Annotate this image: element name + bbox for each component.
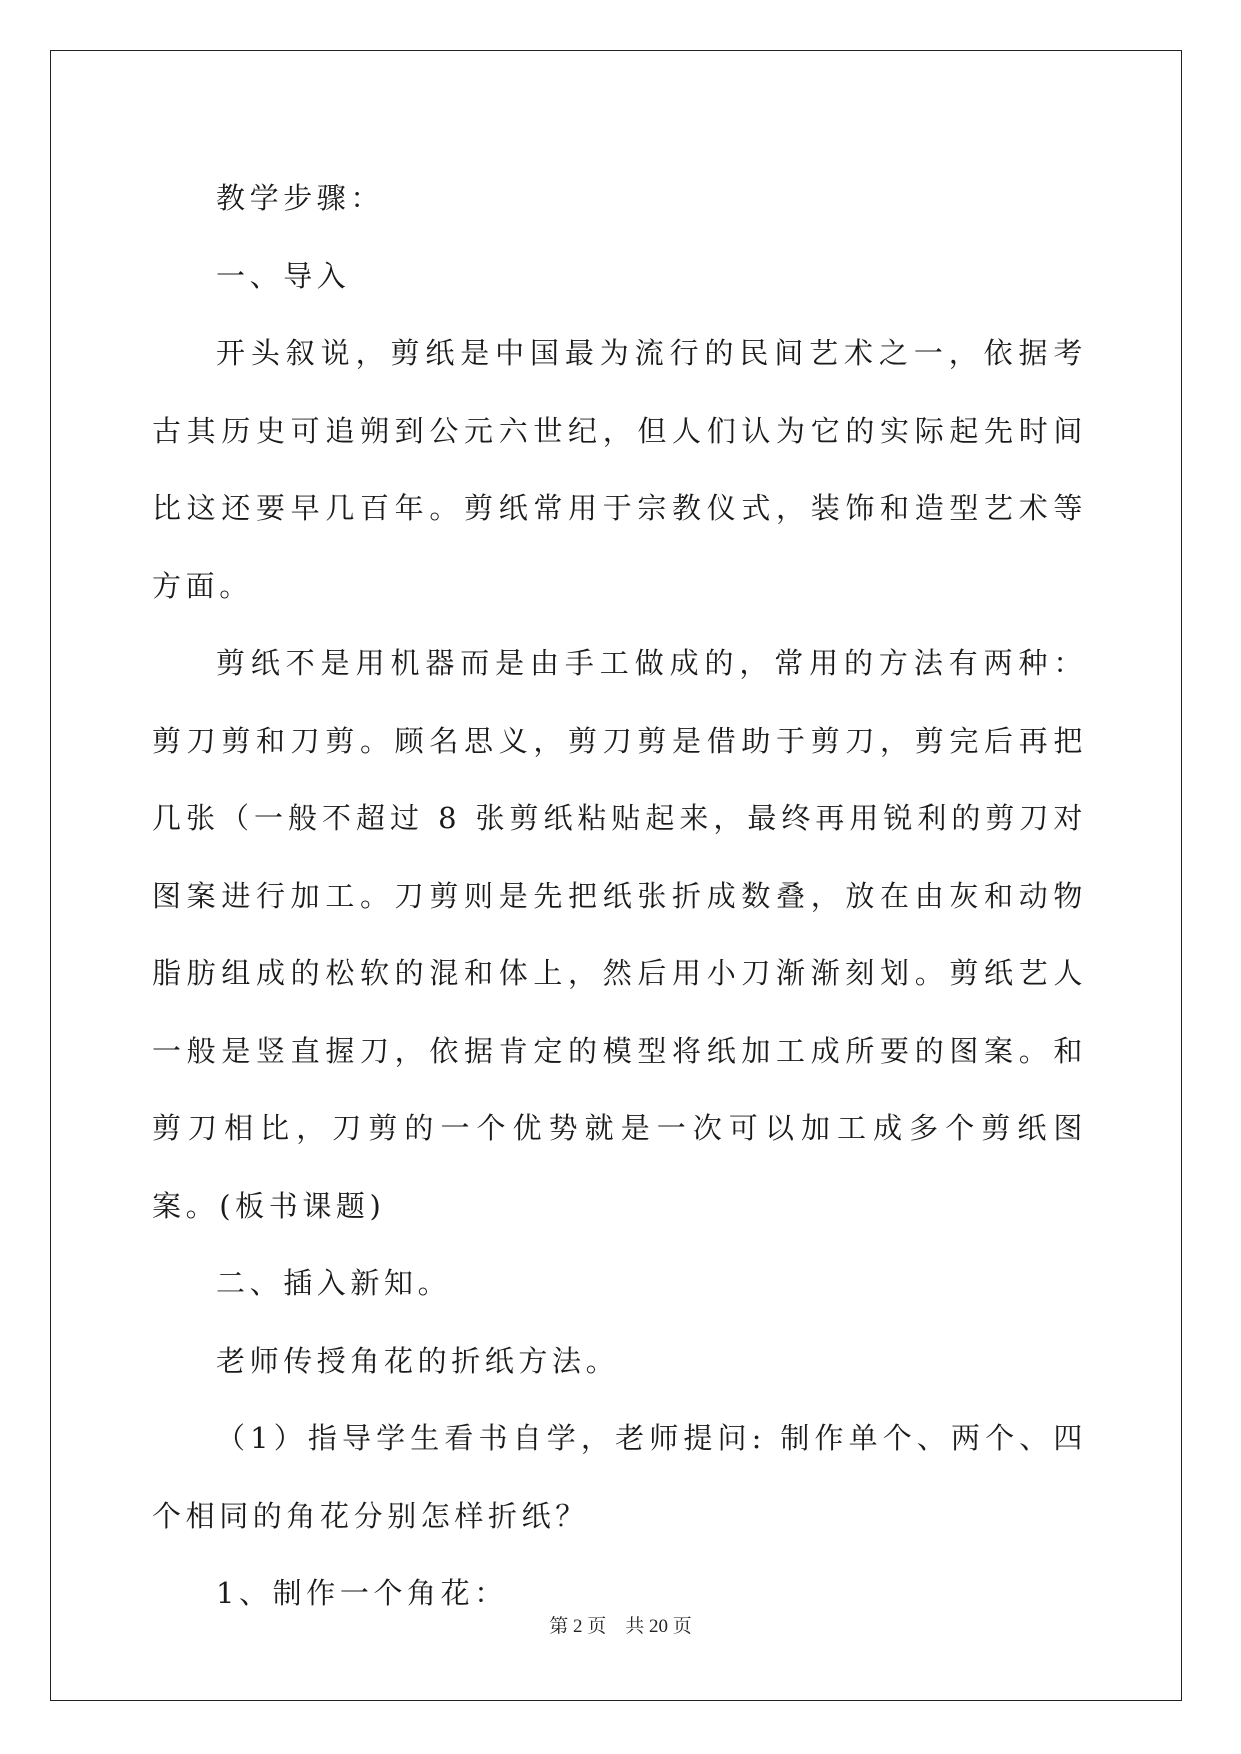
page-number: 第 2 页 共 20 页 — [549, 1616, 692, 1637]
document-body — [152, 160, 1087, 1633]
page-footer — [0, 1611, 1241, 1638]
paragraph-teacher-folding: 老师传授角花的折纸方法。 — [216, 1343, 620, 1378]
paragraph-cutting-methods: 剪纸不是用机器而是由手工做成的，常用的方法有两种：剪刀剪和刀剪。顾名思义，剪刀剪是借助于剪刀，剪完后再把几张（一般不超过 8 张剪纸粘贴起来，最终再用锐利的剪刀对图案进行加工。刀剪则是先把纸张折成数叠，放在由灰和动物脂肪组成的松软的混和体上，然后用小刀渐渐刻划。剪纸艺人一般是竖直握刀，依据肯定的模型将纸加工成所要的图案。和剪刀相比，刀剪的一个优势就是一次可以加工成多个剪纸图案。(板书课题) — [152, 646, 1087, 1223]
paragraph-guide-question: （1）指导学生看书自学，老师提问: 制作单个、两个、四个相同的角花分别怎样折纸？ — [152, 1421, 1087, 1533]
paragraph-make-one-corner: 1、制作一个角花： — [216, 1576, 508, 1610]
heading-new-knowledge: 二、插入新知。 — [216, 1266, 452, 1300]
heading-introduction: 一、导入 — [216, 258, 351, 293]
paragraph-paper-cutting-history: 开头叙说，剪纸是中国最为流行的民间艺术之一，依据考古其历史可追朔到公元六世纪，但人们认为它的实际起先时间比这还要早几百年。剪纸常用于宗教仪式，装饰和造型艺术等方面。 — [152, 336, 1087, 603]
paragraph-teaching-steps: 教学步骤： — [216, 181, 385, 215]
